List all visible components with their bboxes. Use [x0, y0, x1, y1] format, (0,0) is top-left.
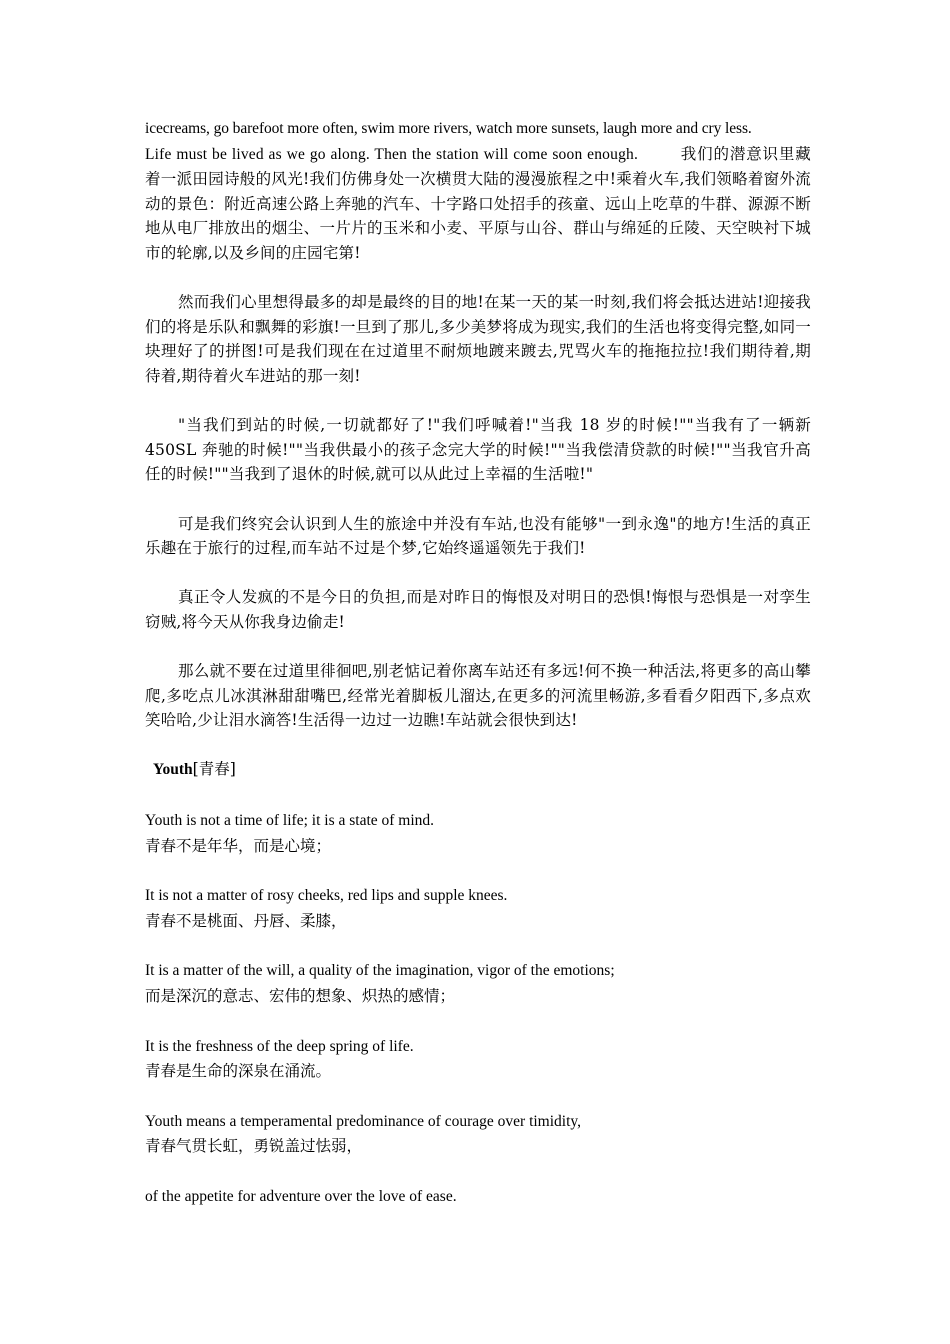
paragraph-no-station: 可是我们终究会认识到人生的旅途中并没有车站,也没有能够"一到永逸"的地方!生活的真正乐趣在于旅行的过程,而车站不过是个梦,它始终遥遥领先于我们!	[145, 514, 811, 558]
youth-heading-en: Youth	[153, 761, 193, 779]
intro-line-1: icecreams, go barefoot more often, swim more rivers, watch more sunsets, laugh more and cry less.	[145, 120, 752, 137]
poem-line-en: Youth is not a time of life; it is a state of mind.	[145, 812, 435, 830]
poem-line-zh: 青春不是年华，而是心境；	[145, 836, 332, 855]
intro-line-2-en: Life must be lived as we go along. Then the station will come soon enough.	[145, 145, 639, 163]
paragraph-regret-fear: 真正令人发疯的不是今日的负担,而是对昨日的悔恨及对明日的恐惧!悔恨与恐惧是一对孪生窃贼,将今天从你我身边偷走!	[145, 588, 811, 631]
poem-line-en: Youth means a temperamental predominance of courage over timidity,	[145, 1112, 582, 1130]
paragraph-live-along: 那么就不要在过道里徘徊吧,别老惦记着你离车站还有多远!何不换一种活法,将更多的高山攀爬,多吃点儿冰淇淋甜甜嘴巴,经常光着脚板儿溜达,在更多的河流里畅游,多看看夕阳西下,多点欢笑哈哈,少让泪水滴答!生活得一边过一边瞧!车站就会很快到达!	[145, 662, 811, 730]
paragraph-when-we-arrive: "当我们到站的时候,一切就都好了!"我们呼喊着!"当我 18 岁的时候!""当我有了一辆新 450SL 奔驰的时候!""当我供最小的孩子念完大学的时候!""当我偿清贷款的时候!""当我官升高任的时候!""当我到了退休的时候,就可以从此过上幸福的生活啦!"	[145, 416, 811, 484]
poem-line-en: It is the freshness of the deep spring of life.	[145, 1037, 414, 1055]
poem-line-en: of the appetite for adventure over the love of ease.	[145, 1187, 457, 1205]
poem-line-en: It is a matter of the will, a quality of the imagination, vigor of the emotions;	[145, 962, 615, 980]
youth-heading-zh: [青春]	[192, 760, 236, 779]
poem-line-zh: 青春是生命的深泉在涌流。	[145, 1062, 332, 1081]
intro-line-2-zh: 我们的潜意识里藏着一派田园诗般的风光!我们仿佛身处一次横贯大陆的漫漫旅程之中!乘着火车,我们领略着窗外流动的景色：附近高速公路上奔驰的汽车、十字路口处招手的孩童、远山上吃草的牛群、源源不断地从电厂排放出的烟尘、一片片的玉米和小麦、平原与山谷、群山与绵延的丘陵、天空映衬下城市的轮廓,以及乡间的庄园宅第!	[145, 144, 811, 262]
poem-line-zh: 青春气贯长虹，勇锐盖过怯弱，	[145, 1137, 363, 1156]
poem-line-zh: 青春不是桃面、丹唇、柔膝，	[145, 911, 347, 930]
document-page	[145, 117, 811, 1210]
paragraph-destination: 然而我们心里想得最多的却是最终的目的地!在某一天的某一时刻,我们将会抵达进站!迎接我们的将是乐队和飘舞的彩旗!一旦到了那儿,多少美梦将成为现实,我们的生活也将变得完整,如同一块理好了的拼图!可是我们现在在过道里不耐烦地踱来踱去,咒骂火车的拖拖拉拉!我们期待着,期待着,期待着火车进站的那一刻!	[145, 293, 811, 385]
poem-line-zh: 而是深沉的意志、宏伟的想象、炽热的感情；	[145, 987, 456, 1005]
intro-paragraph	[145, 117, 811, 266]
youth-heading	[145, 757, 811, 783]
poem-line-en: It is not a matter of rosy cheeks, red lips and supple knees.	[145, 887, 508, 905]
